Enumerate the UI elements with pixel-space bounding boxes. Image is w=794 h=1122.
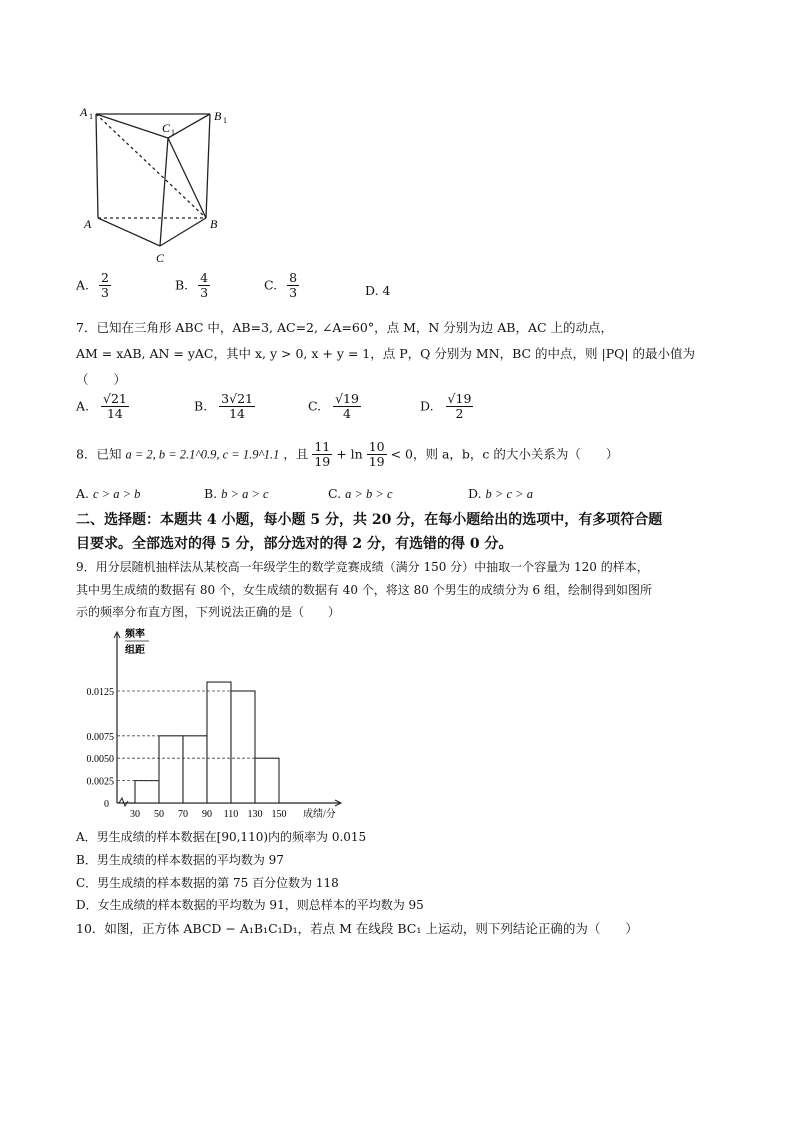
svg-text:1: 1: [89, 112, 93, 121]
x-tick-label: 50: [154, 809, 164, 820]
y-tick-label: 0.0125: [86, 687, 114, 698]
q7-line2: AM = xAB, AN = yAC，其中 x, y > 0, x + y = 1，点 P，Q 分别为 MN，BC 的中点，则 |PQ| 的最小值为: [76, 346, 696, 361]
histogram-bar: [159, 736, 183, 803]
x-tick-label: 90: [202, 809, 212, 820]
q7-option-b: B. $\frac{3√21}{14}$: [194, 391, 253, 422]
svg-text:1: 1: [171, 128, 175, 137]
q7-option-a: A. $\frac{√21}{14}$: [76, 391, 127, 422]
q8-stem: 8．已知 a = 2, b = 2.1^0.9, c = 1.9^1.1 ，且 $\frac{11}{19}$ + ln $\frac{10}{19}$ < 0，则 a，b，c 的大小关系为（ ）: [76, 439, 619, 470]
q9-option-a: A．男生成绩的样本数据在[90,110)内的频率为 0.015: [76, 830, 367, 844]
histogram-bar: [135, 781, 159, 803]
histogram-bar: [183, 736, 207, 803]
y-axis-label-top: 频率: [125, 629, 145, 640]
q6-option-b: B. $\frac{4}{3}$: [175, 270, 209, 301]
q8-option-a: A. c > a > b: [76, 486, 141, 501]
q8-option-c: C. a > b > c: [328, 486, 393, 501]
x-tick-label: 110: [223, 809, 239, 820]
label-b1: B: [214, 109, 222, 123]
y-tick-label: 0.0025: [86, 776, 114, 788]
q7-option-c: C. $\frac{√19}{4}$: [308, 391, 359, 422]
svg-text:1: 1: [223, 116, 227, 125]
y-tick-label: 0.0050: [86, 754, 114, 766]
x-tick-label: 130: [247, 809, 263, 820]
y-axis-label-bottom: 组距: [125, 645, 145, 656]
x-tick-label: 70: [178, 809, 188, 820]
q9-line3: 示的频率分布直方图，下列说法正确的是（ ）: [76, 605, 341, 619]
label-c: C: [156, 251, 165, 265]
q8-option-b: B. b > a > c: [204, 486, 269, 501]
axis-break: [119, 798, 128, 806]
x-axis-label: 成绩/分: [303, 809, 336, 820]
frequency-histogram: [70, 625, 360, 825]
q9-option-d: D．女生成绩的样本数据的平均数为 91，则总样本的平均数为 95: [76, 898, 424, 912]
origin-label: 0: [104, 799, 109, 810]
label-a: A: [84, 217, 92, 231]
q9-line1: 9．用分层随机抽样法从某校高一年级学生的数学竞赛成绩（满分 150 分）中抽取一个容量为 120 的样本，: [76, 560, 649, 574]
q7-line3: （ ）: [76, 372, 127, 387]
histogram-bar: [255, 758, 279, 803]
q9-option-b: B．男生成绩的样本数据的平均数为 97: [76, 853, 284, 867]
label-b: B: [210, 217, 218, 231]
x-tick-label: 150: [271, 809, 287, 820]
q7-line1: 7．已知在三角形 ABC 中，AB=3, AC=2, ∠A=60°，点 M，N 分别为边 AB，AC 上的动点，: [76, 320, 614, 335]
prism-figure: [78, 100, 238, 270]
q8-option-d: D. b > c > a: [468, 486, 533, 501]
section2-line2: 目要求。全部选对的得 5 分，部分选对的得 2 分，有选错的得 0 分。: [76, 536, 513, 552]
label-c1: C: [162, 121, 171, 135]
histogram-bar: [231, 691, 255, 803]
section2-line1: 二、选择题：本题共 4 小题，每小题 5 分，共 20 分，在每小题给出的选项中，有多项符合题: [76, 512, 663, 528]
q6-option-a: A. $\frac{2}{3}$: [76, 270, 109, 301]
q6-option-c: C. $\frac{8}{3}$: [264, 270, 298, 301]
q10-line1: 10．如图，正方体 ABCD − A₁B₁C₁D₁，若点 M 在线段 BC₁ 上运动，则下列结论正确的为（ ）: [76, 921, 638, 936]
histogram-bar: [207, 682, 231, 803]
y-tick-label: 0.0075: [86, 731, 114, 743]
q9-option-c: C．男生成绩的样本数据的第 75 百分位数为 118: [76, 876, 339, 890]
q7-option-d: D. $\frac{√19}{2}$: [420, 391, 472, 422]
label-a1: A: [80, 105, 88, 119]
q9-line2: 其中男生成绩的数据有 80 个，女生成绩的数据有 40 个，将这 80 个男生的成绩分为 6 组，绘制得到如图所: [76, 583, 652, 597]
q6-option-d: D. 4: [365, 283, 391, 298]
x-tick-label: 30: [130, 809, 140, 820]
